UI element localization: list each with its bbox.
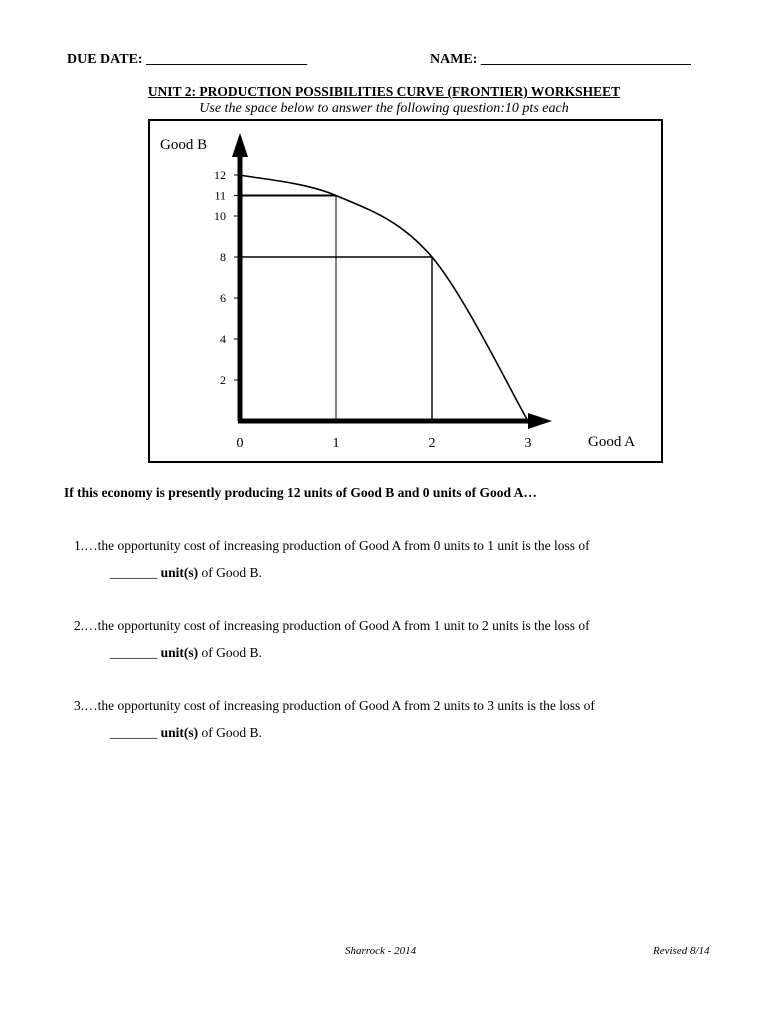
answer-blank-1[interactable]: _______ — [110, 565, 158, 580]
ppc-chart — [150, 121, 661, 461]
y-tick-label: 2 — [220, 373, 226, 387]
question-2-text: 2.…the opportunity cost of increasing production of Good A from 1 unit to 2 units is the loss of — [74, 618, 590, 633]
due-date-field: DUE DATE: _______________________ — [67, 52, 308, 67]
question-2-answer-line — [110, 645, 262, 661]
answer-tail-1: of Good B. — [198, 565, 262, 580]
y-tick-label: 12 — [214, 168, 226, 182]
y-tick-label: 8 — [220, 250, 226, 264]
y-tick-label: 11 — [214, 188, 226, 203]
y-tick-label: 10 — [214, 209, 226, 223]
answer-blank-3[interactable]: _______ — [110, 725, 158, 740]
x-tick-label: 3 — [524, 436, 532, 451]
unit-label-1: unit(s) — [160, 565, 199, 580]
y-tick-label: 4 — [220, 332, 226, 346]
x-tick-label: 1 — [332, 436, 340, 451]
footer-revised: Revised 8/14 — [653, 945, 710, 957]
unit-label-3: unit(s) — [160, 725, 199, 740]
unit-label-2: unit(s) — [160, 645, 199, 660]
x-tick-label: 2 — [428, 436, 436, 451]
y-axis-arrow — [232, 133, 248, 157]
y-tick-label: 6 — [220, 291, 226, 305]
worksheet-title: UNIT 2: PRODUCTION POSSIBILITIES CURVE (FRONTIER) WORKSHEET — [147, 84, 621, 99]
footer-author: Sharrock - 2014 — [345, 945, 417, 957]
answer-tail-3: of Good B. — [198, 725, 262, 740]
question-1-answer-line — [110, 565, 262, 581]
question-3-text: 3.…the opportunity cost of increasing production of Good A from 2 units to 3 units is the loss of — [74, 698, 595, 713]
x-axis-arrow — [528, 413, 552, 429]
x-axis-label: Good A — [588, 434, 636, 450]
question-intro: If this economy is presently producing 12 units of Good B and 0 units of Good A… — [64, 485, 537, 500]
x-tick-label: 0 — [236, 436, 244, 451]
answer-blank-2[interactable]: _______ — [110, 645, 158, 660]
y-axis-label: Good B — [160, 137, 208, 153]
name-field: NAME: ______________________________ — [430, 52, 691, 67]
question-3-answer-line — [110, 725, 262, 741]
worksheet-instructions: Use the space below to answer the following question:10 pts each — [199, 101, 569, 116]
question-1-text: 1.…the opportunity cost of increasing production of Good A from 0 units to 1 unit is the loss of — [74, 538, 590, 553]
ppc-curve — [240, 175, 528, 421]
answer-tail-2: of Good B. — [198, 645, 262, 660]
ppc-chart-frame — [148, 119, 663, 463]
